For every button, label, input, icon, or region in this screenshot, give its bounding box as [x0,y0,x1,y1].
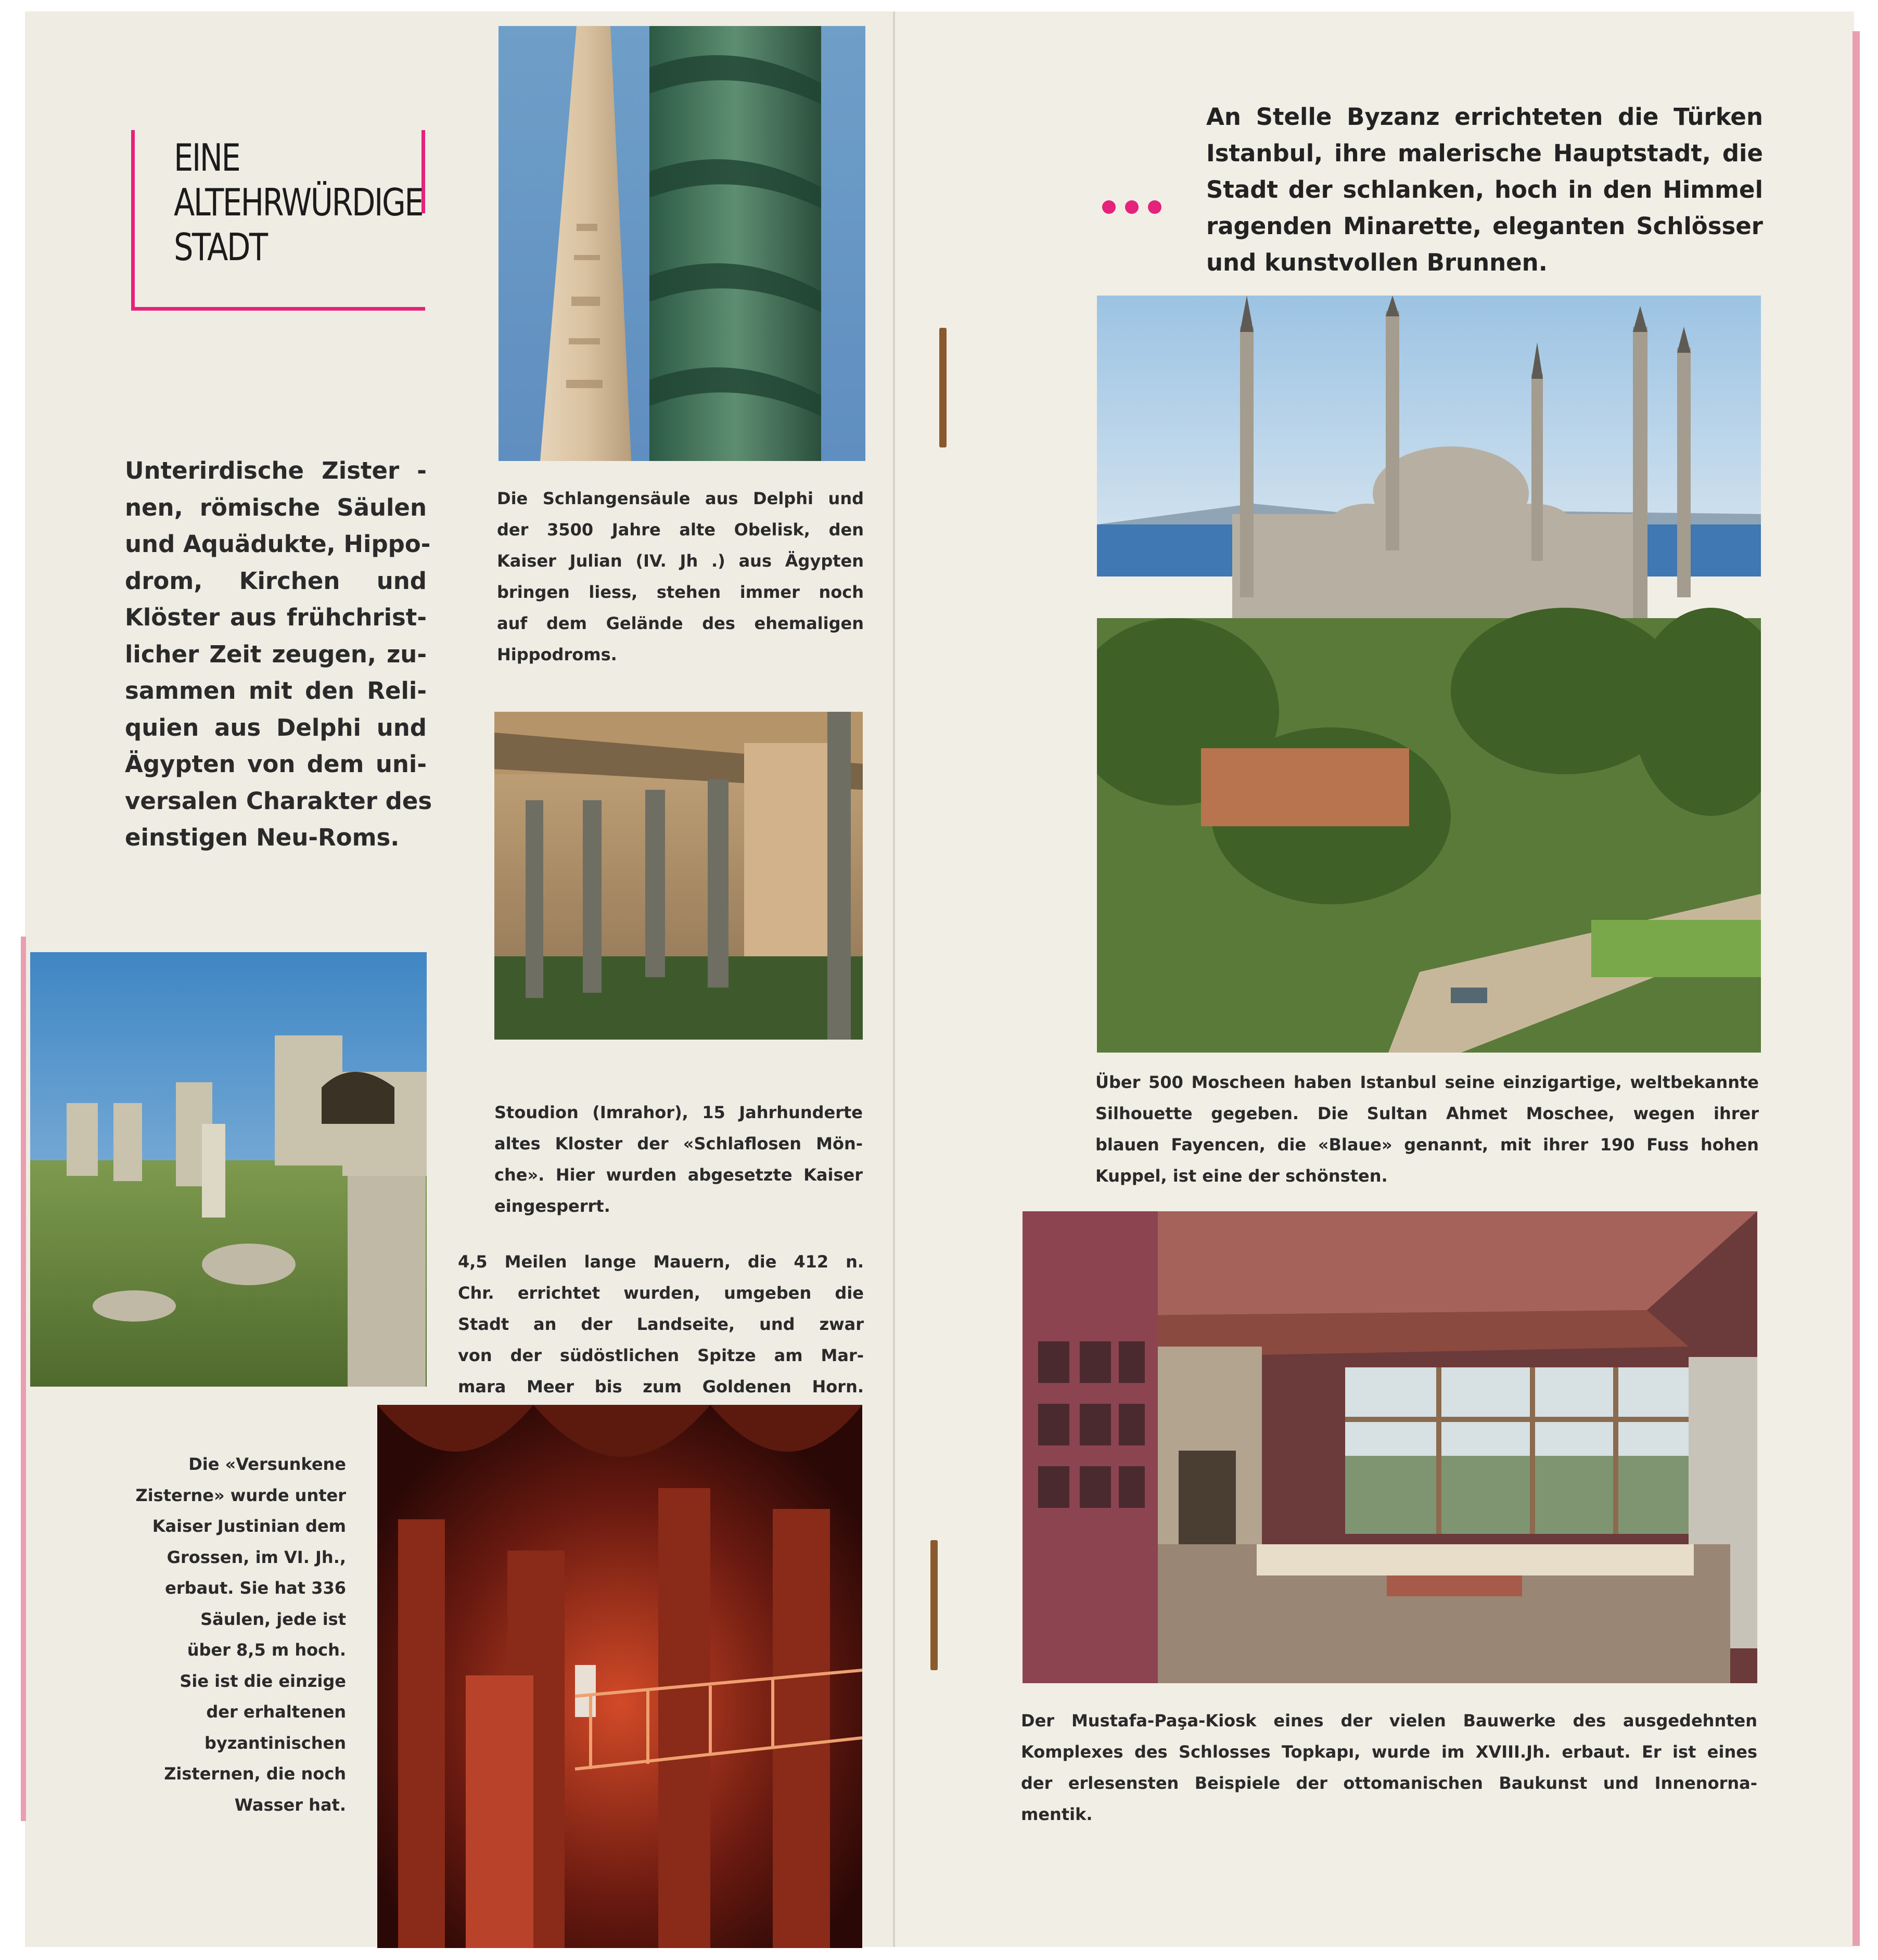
caption-line: erbaut. Sie hat 336 [165,1578,346,1598]
pink-dot [1102,200,1116,214]
intro-line: versalen Charakter des [125,787,432,815]
intro-line: ragenden Minarette, eleganten Schlösser [1206,212,1763,240]
intro-line: An Stelle Byzanz errichteten die Türken [1206,103,1763,131]
title-box-bottom-border [131,307,425,311]
caption-line: Über 500 Moscheen haben Istanbul seine einzigartige, weltbekannte [1095,1072,1759,1092]
staple-top [939,328,947,447]
left-pink-edge [21,937,26,1821]
intro-line: Ägypten von dem uni- [125,750,427,778]
page-title [174,135,423,270]
pink-dot [1148,200,1161,214]
intro-line: einstigen Neu-Roms. [125,824,400,851]
caption-line: byzantinischen [204,1733,346,1753]
intro-line: Unterirdische Zister - [125,457,427,484]
caption-line: Komplexes des Schlosses Topkapı, wurde im XVIII.Jh. erbaut. Er ist eines [1021,1742,1757,1762]
caption-line: über 8,5 m hoch. [187,1640,346,1660]
pink-dot [1125,200,1139,214]
intro-line: Klöster aus frühchrist- [125,604,427,631]
caption-line: Stadt an der Landseite, und zwar [458,1314,864,1334]
intro-line: sammen mit den Reli- [125,677,427,704]
caption-line: Hippodroms. [497,645,617,664]
title-line: STADT [174,225,267,269]
caption-line: Kuppel, ist eine der schönsten. [1095,1166,1388,1186]
caption-line: Silhouette gegeben. Die Sultan Ahmet Moschee, wegen ihrer [1095,1104,1759,1123]
sultan-ahmet-mosque-photo [1097,296,1761,1053]
pink-dots-ornament [1102,200,1171,216]
title-line: ALTEHRWÜRDIGE [174,181,423,224]
stoudion-ruins-photo [494,712,863,1040]
caption-line: der 3500 Jahre alte Obelisk, den [497,520,864,540]
caption-line: che». Hier wurden abgesetzte Kaiser [494,1165,863,1185]
city-walls-photo [30,952,427,1387]
intro-line: und Aquädukte, Hippo- [125,530,431,558]
mustafa-pasa-kiosk-photo [1023,1211,1757,1683]
intro-line: und kunstvollen Brunnen. [1206,249,1548,276]
caption-line: Sie ist die einzige [180,1671,346,1691]
page-spine [893,11,895,1947]
caption-obelisk [497,483,864,670]
title-box [131,130,425,311]
caption-walls [458,1246,864,1402]
caption-line: Chr. errichtet wurden, umgeben die [458,1283,864,1303]
caption-line: mara Meer bis zum Goldenen Horn. [458,1377,864,1397]
caption-line: eingesperrt. [494,1196,610,1216]
staple-bottom [930,1540,938,1670]
basilica-cistern-photo [377,1405,862,1948]
intro-line: quien aus Delphi und [125,713,427,741]
caption-line: Zisterne» wurde unter [135,1485,346,1505]
title-box-left-border [131,130,135,311]
intro-line: Istanbul, ihre malerische Hauptstadt, die [1206,139,1763,167]
caption-line: Stoudion (Imrahor), 15 Jahrhunderte [494,1103,863,1122]
intro-paragraph [125,453,432,856]
caption-line: altes Kloster der «Schlaflosen Mön- [494,1134,863,1154]
caption-line: Die Schlangensäule aus Delphi und [497,489,864,508]
title-line: EINE [174,136,240,180]
caption-line: mentik. [1021,1804,1093,1824]
caption-line: auf dem Gelände des ehemaligen [497,613,864,633]
intro-line: licher Zeit zeugen, zu- [125,640,427,668]
caption-line: Kaiser Julian (IV. Jh .) aus Ägypten [497,551,864,571]
intro-line: nen, römische Säulen [125,493,427,521]
caption-line: bringen liess, stehen immer noch [497,582,864,602]
right-pink-edge [1853,31,1860,1946]
caption-line: Säulen, jede ist [200,1609,346,1629]
caption-line: Grossen, im VI. Jh., [167,1547,346,1567]
caption-line: Der Mustafa-Paşa-Kiosk eines der vielen Bauwerke des ausgedehnten [1021,1711,1757,1731]
caption-line: Wasser hat. [234,1795,346,1815]
caption-cistern [94,1449,346,1821]
right-intro-paragraph [1206,99,1763,281]
intro-line: drom, Kirchen und [125,567,427,595]
caption-line: Kaiser Justinian dem [152,1516,346,1536]
caption-line: der erhaltenen [206,1702,346,1722]
intro-line: Stadt der schlanken, hoch in den Himmel [1206,176,1763,203]
caption-line: Die «Versunkene [188,1454,346,1474]
caption-kiosk [1021,1705,1757,1830]
caption-line: der erlesensten Beispiele der ottomanischen Baukunst und Innenorna- [1021,1773,1757,1793]
caption-line: von der südöstlichen Spitze am Mar- [458,1346,864,1365]
caption-line: blauen Fayencen, die «Blaue» genannt, mit ihrer 190 Fuss hohen [1095,1135,1759,1155]
caption-line: 4,5 Meilen lange Mauern, die 412 n. [458,1252,864,1272]
caption-line: Zisternen, die noch [164,1764,346,1784]
obelisk-serpent-column-photo [499,26,865,461]
caption-stoudion [494,1097,863,1222]
caption-mosque [1095,1067,1759,1192]
